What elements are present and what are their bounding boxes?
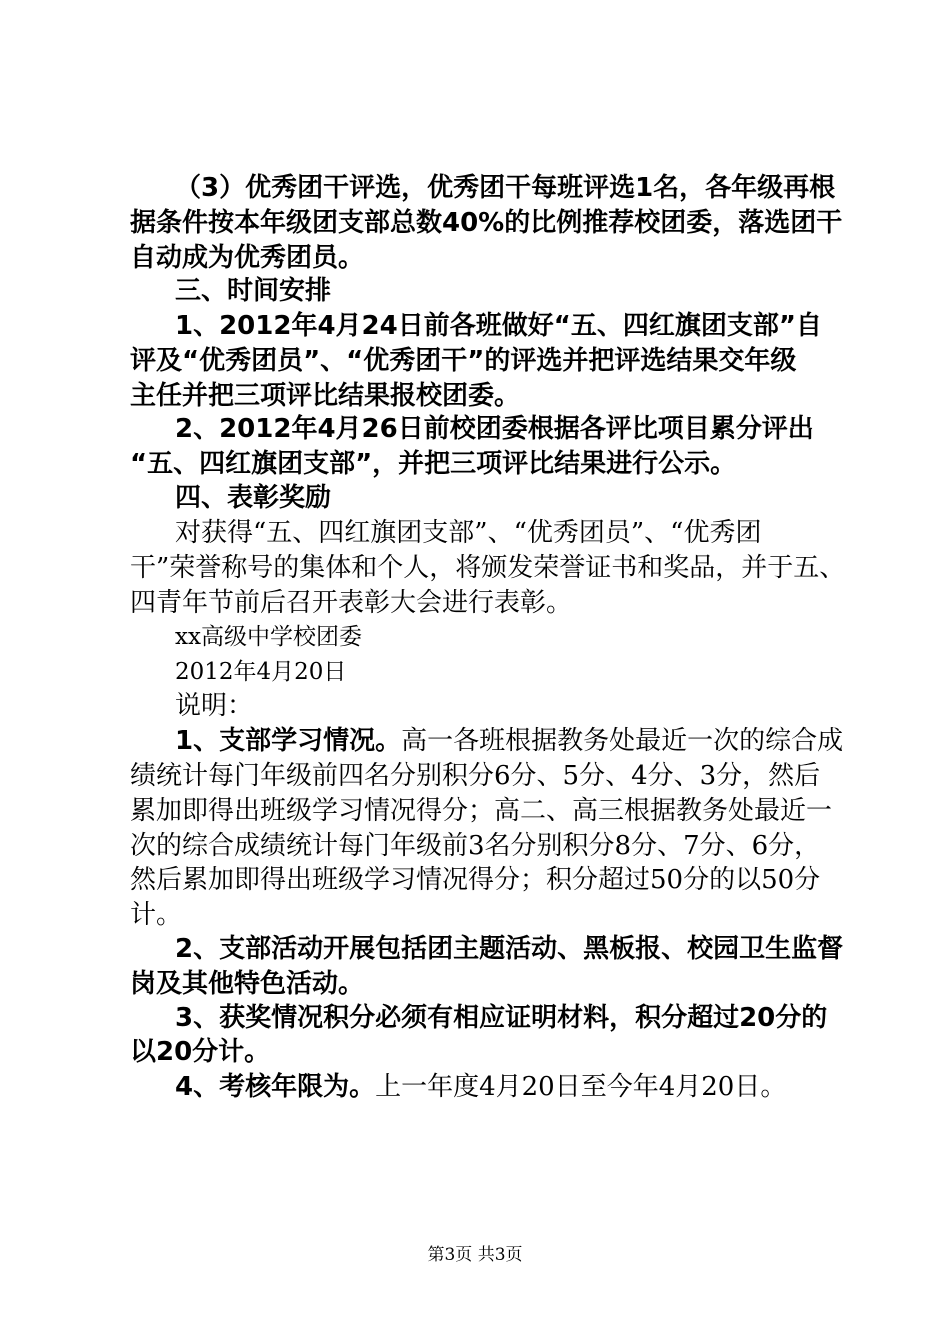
note-item-1 [175,726,843,756]
signature-date: 2012年4月20日 [175,659,347,685]
note-item-4-text: 上一年度4月20日至今年4月20日。 [375,1072,787,1102]
note-item-1-title: 1、支部学习情况。 [175,726,402,756]
page-footer: 第3页 共3页 [427,1245,523,1265]
paragraph-line: 自动成为优秀团员。 [130,243,365,273]
signature-organization: xx高级中学校团委 [175,624,362,650]
paragraph-line: 主任并把三项评比结果报校团委。 [130,381,521,411]
notes-heading: 说明： [175,691,254,721]
paragraph-line: 次的综合成绩统计每门年级前3名分别积分8分、7分、6分， [130,831,821,861]
paragraph-line: 据条件按本年级团支部总数40%的比例推荐校团委，落选团干 [130,208,843,238]
paragraph-line: 2、2012年4月26日前校团委根据各评比项目累分评出 [175,414,814,444]
note-item-1-text: 高一各班根据教务处最近一次的综合成 [401,726,844,756]
paragraph-line: “五、四红旗团支部”，并把三项评比结果进行公示。 [130,449,737,479]
paragraph-line: 岗及其他特色活动。 [130,969,365,999]
paragraph-line: 对获得“五、四红旗团支部”、“优秀团员”、“优秀团 [175,518,762,548]
note-item-4-title: 4、考核年限为。 [175,1072,376,1102]
section-heading: 三、时间安排 [175,276,332,306]
paragraph-line: 四青年节前后召开表彰大会进行表彰。 [130,588,573,618]
section-heading: 四、表彰奖励 [175,483,332,513]
note-item-2: 2、支部活动开展包括团主题活动、黑板报、校园卫生监督 [175,934,844,964]
note-item-3: 3、获奖情况积分必须有相应证明材料，积分超过20分的 [175,1003,828,1033]
paragraph-line: 计。 [130,900,183,930]
paragraph-line: （3）优秀团干评选，优秀团干每班评选1名，各年级再根 [175,173,836,203]
paragraph-line: 累加即得出班级学习情况得分；高二、高三根据教务处最近一 [130,796,833,826]
paragraph-line: 1、2012年4月24日前各班做好“五、四红旗团支部”自 [175,311,822,341]
paragraph-line: 干”荣誉称号的集体和个人，将颁发荣誉证书和奖品，并于五、 [130,553,846,583]
note-item-4 [175,1072,786,1102]
paragraph-line: 绩统计每门年级前四名分别积分6分、5分、4分、3分，然后 [130,761,821,791]
paragraph-line: 然后累加即得出班级学习情况得分；积分超过50分的以50分 [130,865,821,895]
paragraph-line: 以20分计。 [130,1037,271,1067]
paragraph-line: 评及“优秀团员”、“优秀团干”的评选并把评选结果交年级 [130,346,797,376]
